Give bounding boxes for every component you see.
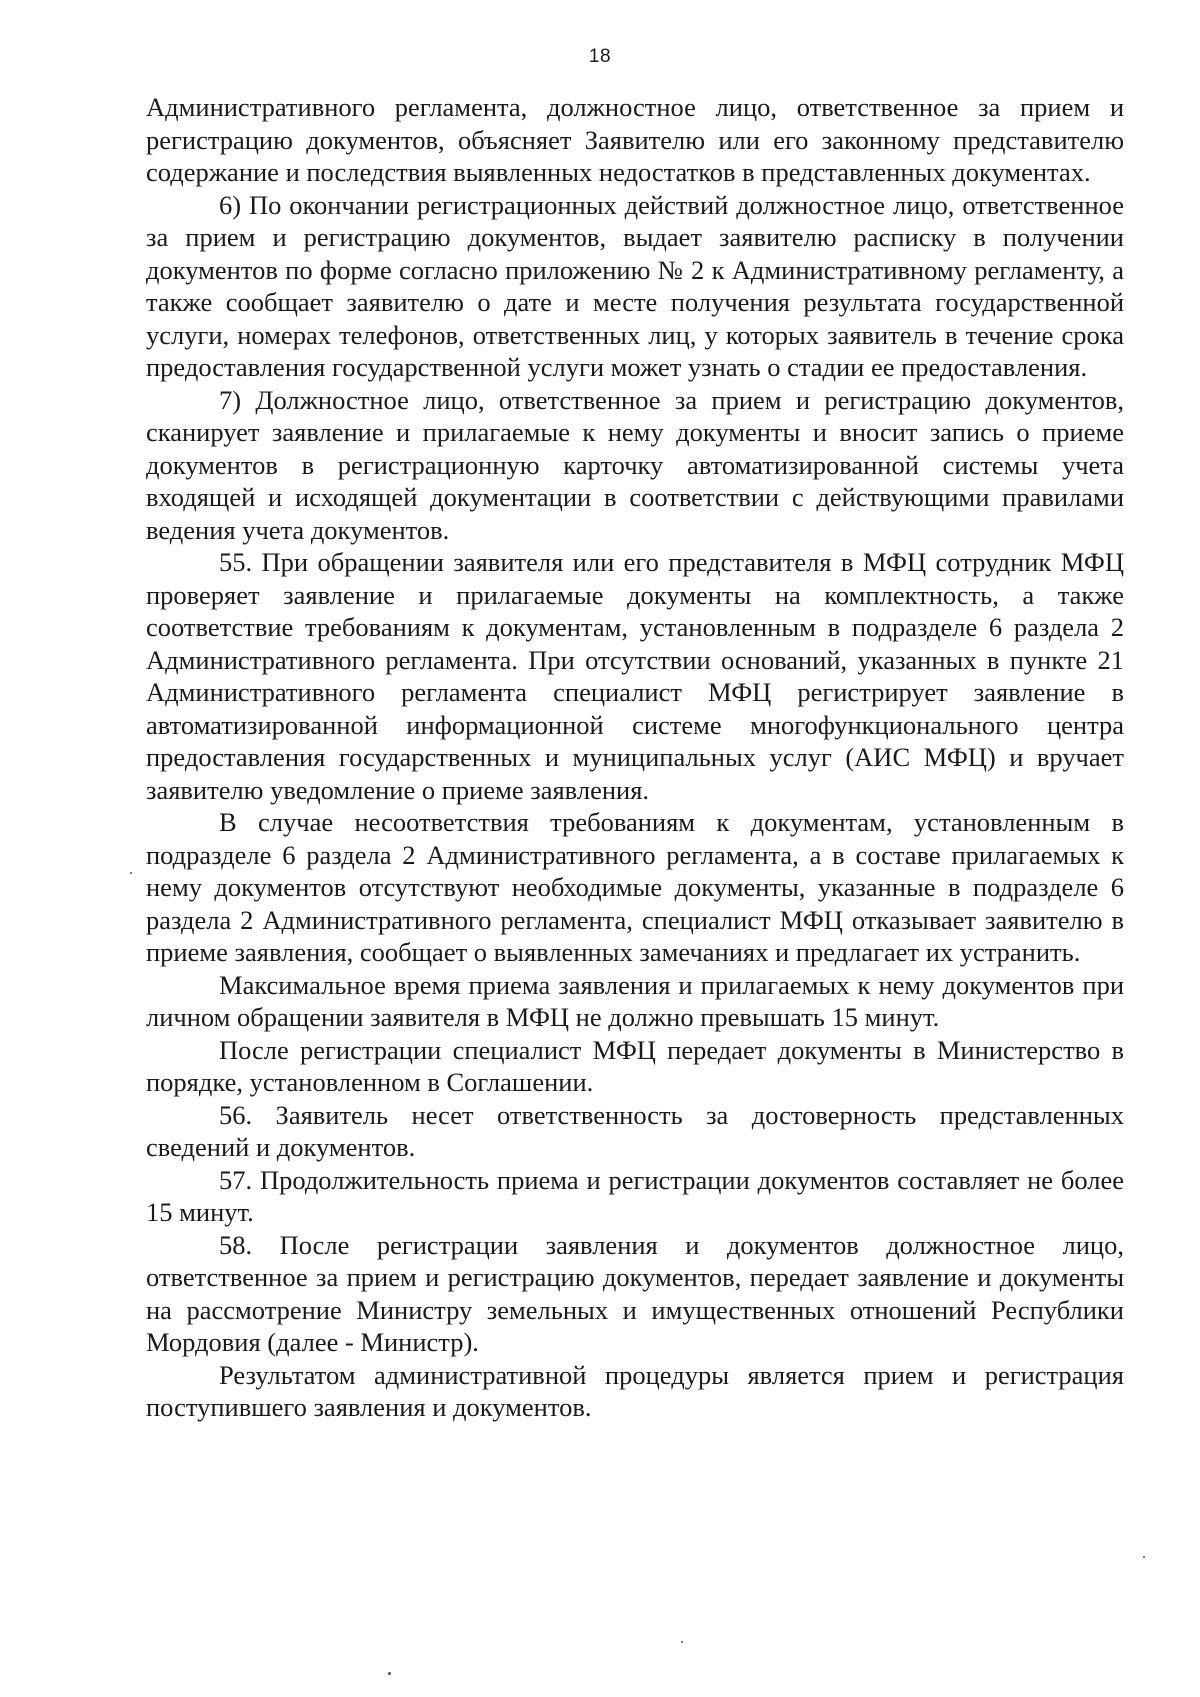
paragraph-continuation: Административного регламента, должностное лицо, ответственное за прием и регистрацию документов, объясняет Заявителю или его законному представителю содержание и последствия выявленных недостатков в представленных документах. bbox=[146, 92, 1124, 187]
paragraph-clause-56: 56. Заявитель несет ответственность за достоверность представленных сведений и документов. bbox=[146, 1099, 1124, 1162]
scan-speck bbox=[388, 1672, 391, 1675]
paragraph-item-6: 6) По окончании регистрационных действий должностное лицо, ответственное за прием и регистрацию документов, выдает заявителю расписку в получении документов по форме согласно приложению № 2 к Административному регламенту, а также сообщает заявителю о дате и месте получения результата государственной услуги, номерах телефонов, ответственных лиц, у которых заявитель в течение срока предоставления государственной услуги может узнать о стадии ее предоставления. bbox=[146, 189, 1124, 382]
paragraph-clause-58: 58. После регистрации заявления и документов должностное лицо, ответственное за прием и регистрацию документов, передает заявление и документы на рассмотрение Министру земельных и имущественных отношений Республики Мордовия (далее - Министр). bbox=[146, 1229, 1124, 1357]
paragraph-clause-55: 55. При обращении заявителя или его представителя в МФЦ сотрудник МФЦ проверяет заявление и прилагаемые документы на комплектность, а также соответствие требованиям к документам, установленным в подразделе 6 раздела 2 Административного регламента. При отсутствии оснований, указанных в пункте 21 Административного регламента специалист МФЦ регистрирует заявление в автоматизированной информационной системе многофункционального центра предоставления государственных и муниципальных услуг (АИС МФЦ) и вручает заявителю уведомление о приеме заявления. bbox=[146, 547, 1124, 805]
paragraph-max-time: Максимальное время приема заявления и прилагаемых к нему документов при личном обращении заявителя в МФЦ не должно превышать 15 минут. bbox=[146, 969, 1124, 1032]
paragraph-nonconformity: В случае несоответствия требованиям к документам, установленным в подразделе 6 раздела 2 Административного регламента, а в составе прилагаемых к нему документов отсутствуют необходимые документы, указанные в подразделе 6 раздела 2 Административного регламента, специалист МФЦ отказывает заявителю в приеме заявления, сообщает о выявленных замечаниях и предлагает их устранить. bbox=[146, 807, 1124, 967]
scan-speck bbox=[681, 1641, 683, 1643]
document-body bbox=[146, 91, 1124, 1424]
paragraph-clause-57: 57. Продолжительность приема и регистрации документов составляет не более 15 минут. bbox=[146, 1164, 1124, 1227]
paragraph-item-7: 7) Должностное лицо, ответственное за прием и регистрацию документов, сканирует заявление и прилагаемые к нему документы и вносит запись о приеме документов в регистрационную карточку автоматизированной системы учета входящей и исходящей документации в соответствии с действующими правилами ведения учета документов. bbox=[146, 384, 1124, 545]
scan-speck bbox=[130, 872, 132, 874]
page-number: 18 bbox=[588, 46, 612, 67]
paragraph-result: Результатом административной процедуры является прием и регистрация поступившего заявления и документов. bbox=[146, 1359, 1124, 1422]
paragraph-after-registration: После регистрации специалист МФЦ передает документы в Министерство в порядке, установленном в Соглашении. bbox=[146, 1034, 1124, 1097]
scan-speck bbox=[1143, 1556, 1145, 1558]
